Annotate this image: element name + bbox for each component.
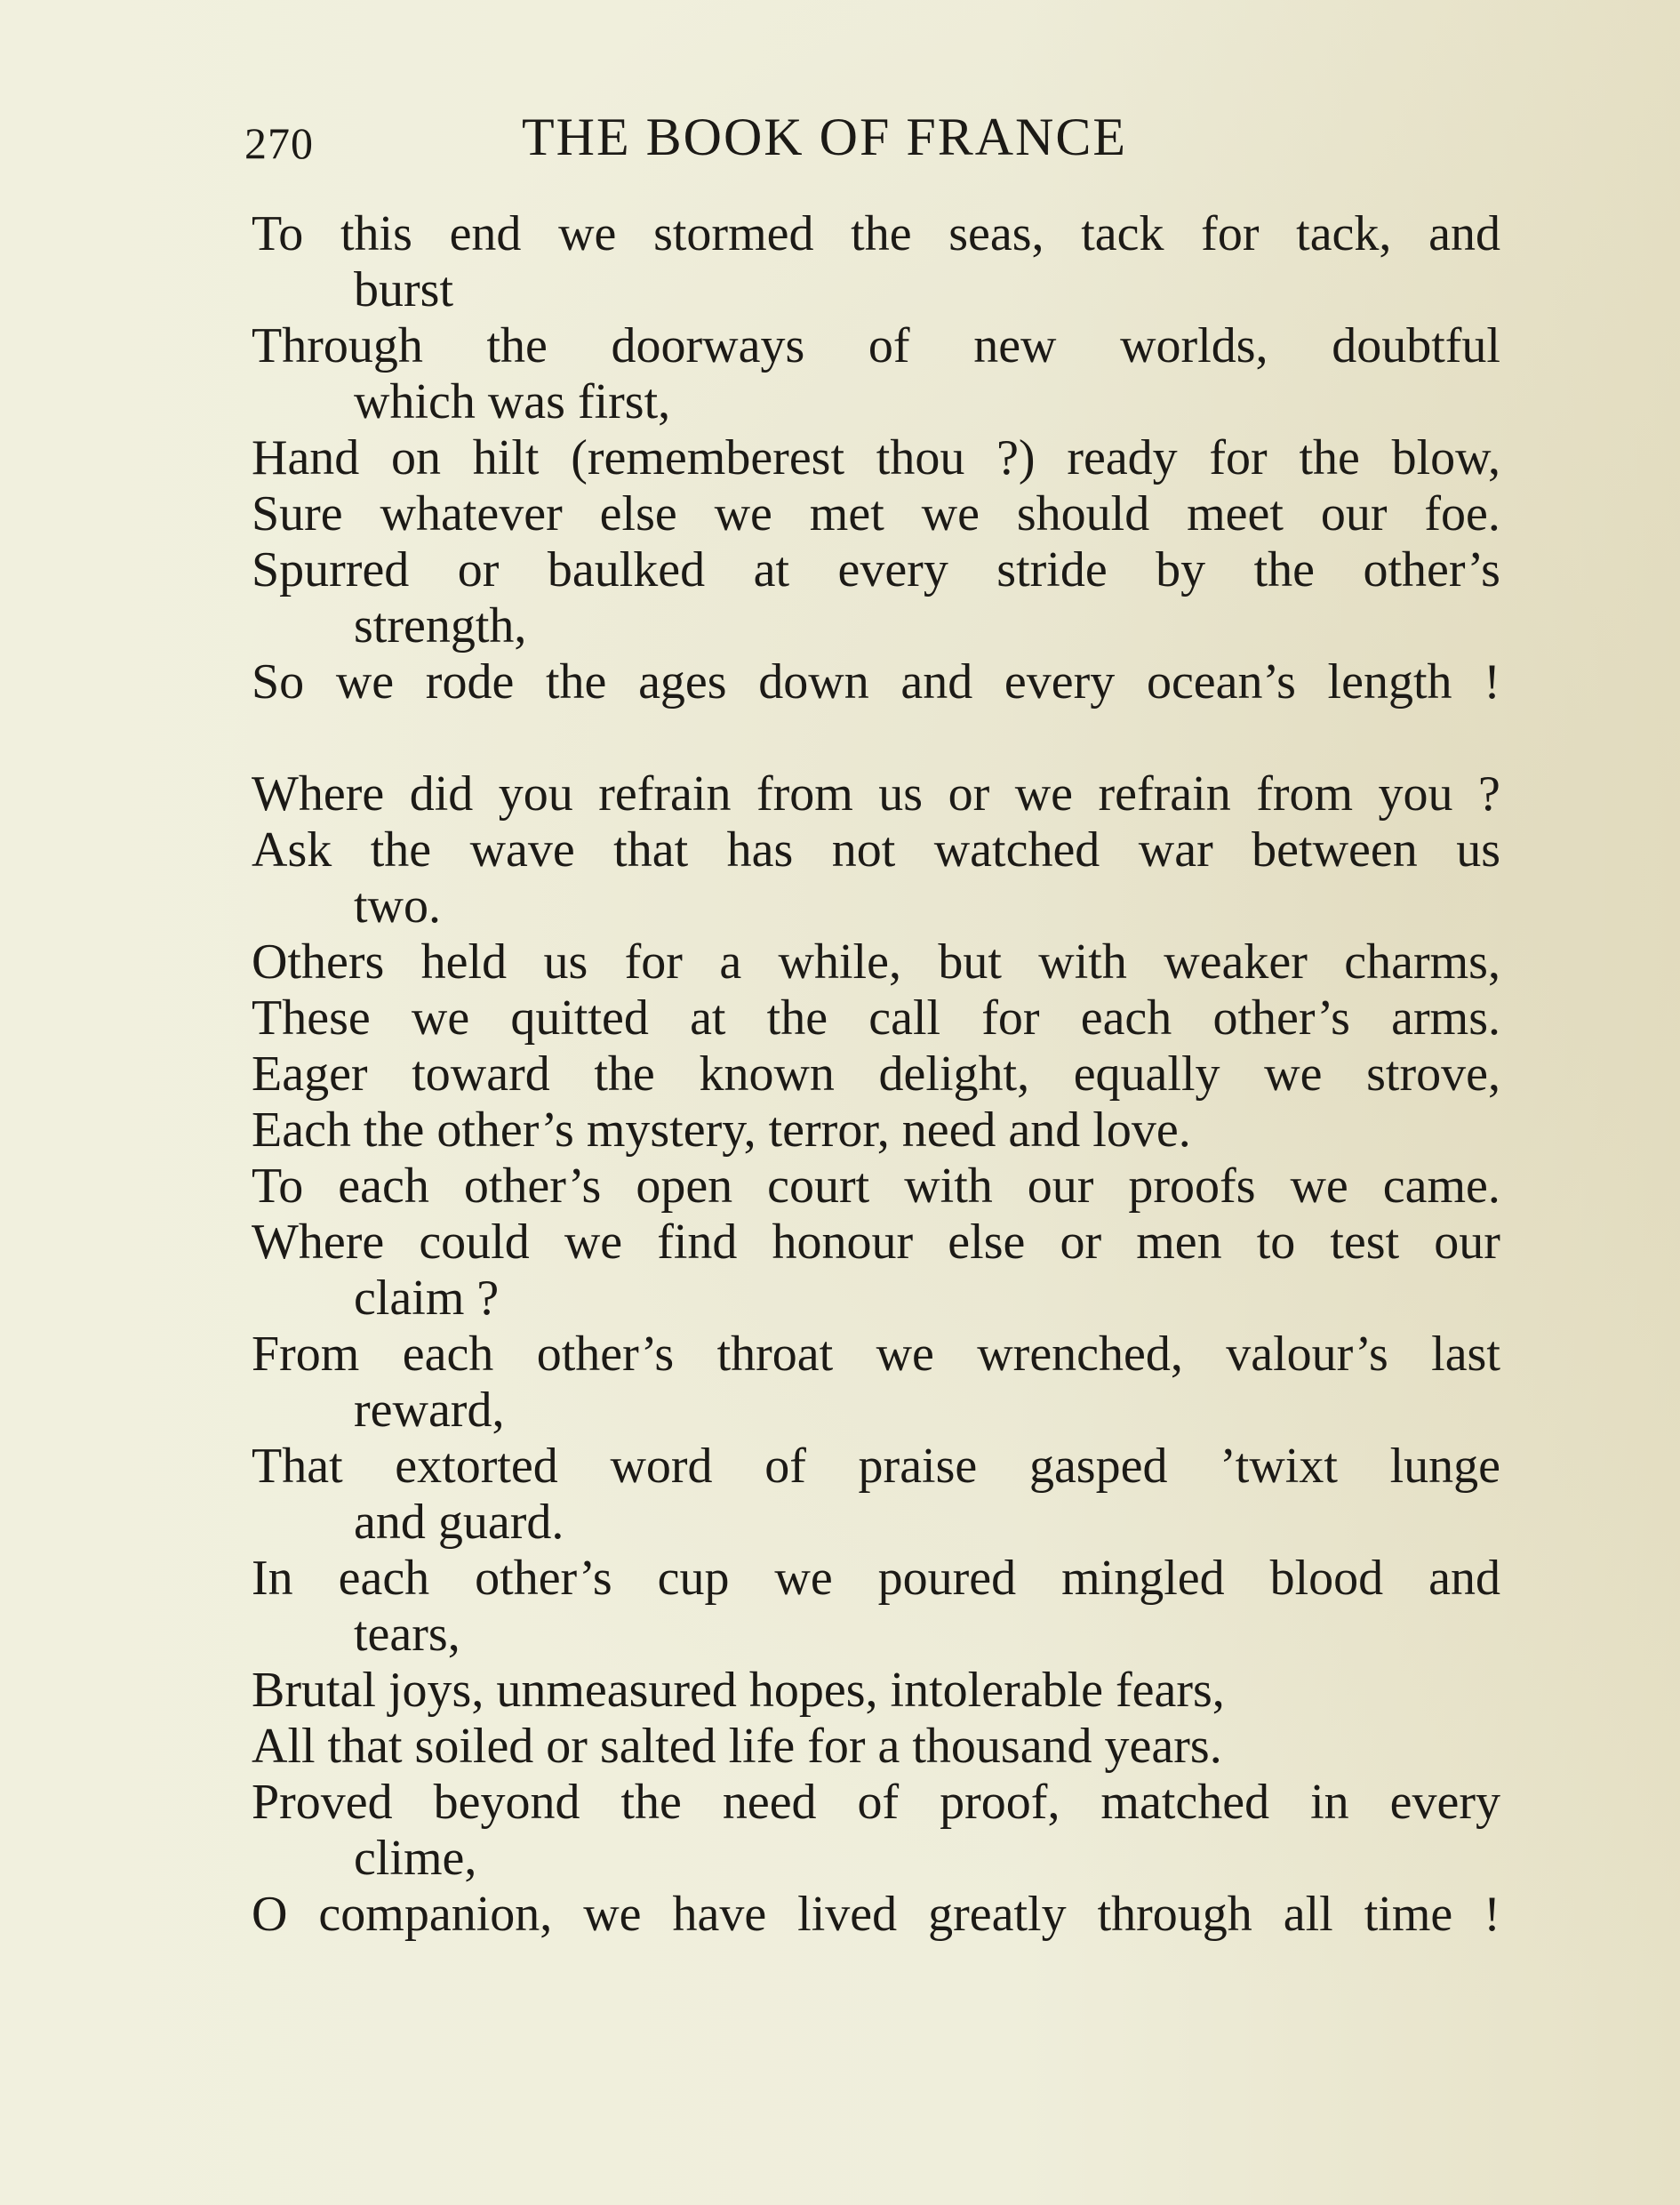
poem-line: To each other’s open court with our proofs we came. bbox=[252, 1159, 1500, 1214]
poem-line: Where did you refrain from us or we refrain from you ? bbox=[252, 766, 1500, 822]
stanza bbox=[252, 766, 1500, 1943]
running-head bbox=[244, 107, 1489, 178]
poem-line: O companion, we have lived greatly through all time ! bbox=[252, 1887, 1500, 1942]
poem-line: Sure whatever else we met we should meet our foe. bbox=[252, 486, 1500, 541]
poem-line-continuation: clime, bbox=[354, 1831, 477, 1886]
poem-line: To this end we stormed the seas, tack for tack, and bbox=[252, 206, 1500, 261]
poem-line-continuation: reward, bbox=[354, 1383, 505, 1438]
poem-line: Eager toward the known delight, equally we strove, bbox=[252, 1046, 1500, 1102]
poem-line: That extorted word of praise gasped ’twixt lunge bbox=[252, 1439, 1500, 1494]
poem-line: Through the doorways of new worlds, doubtful bbox=[252, 318, 1500, 373]
poem-line-continuation: strength, bbox=[354, 598, 527, 653]
poem-line: In each other’s cup we poured mingled blood and bbox=[252, 1551, 1500, 1606]
page-number: 270 bbox=[244, 118, 314, 168]
poem-line-continuation: claim ? bbox=[354, 1271, 500, 1326]
poem-line: All that soiled or salted life for a thousand years. bbox=[252, 1719, 1222, 1774]
poem-line: Where could we find honour else or men to test our bbox=[252, 1215, 1500, 1270]
poem-line: Proved beyond the need of proof, matched in every bbox=[252, 1775, 1500, 1830]
poem-line: From each other’s throat we wrenched, valour’s last bbox=[252, 1327, 1500, 1382]
poem-line: Each the other’s mystery, terror, need and love. bbox=[252, 1102, 1191, 1158]
poem-line-continuation: and guard. bbox=[354, 1495, 564, 1550]
poem-line: Ask the wave that has not watched war between us bbox=[252, 822, 1500, 878]
running-title: THE BOOK OF FRANCE bbox=[522, 108, 1128, 166]
poem-line-continuation: tears, bbox=[354, 1607, 460, 1662]
poem-line: Others held us for a while, but with weaker charms, bbox=[252, 934, 1500, 990]
poem-line: These we quitted at the call for each other’s arms. bbox=[252, 990, 1500, 1046]
stanza bbox=[252, 206, 1500, 710]
poem-line-continuation: burst bbox=[354, 262, 453, 317]
poem-line-continuation: two. bbox=[354, 878, 441, 934]
poem-text bbox=[252, 206, 1500, 1943]
poem-line-continuation: which was first, bbox=[354, 374, 671, 429]
poem-line: So we rode the ages down and every ocean’s length ! bbox=[252, 654, 1500, 710]
poem-line: Brutal joys, unmeasured hopes, intolerable fears, bbox=[252, 1663, 1225, 1718]
poem-line: Hand on hilt (rememberest thou ?) ready for the blow, bbox=[252, 430, 1500, 485]
poem-line: Spurred or baulked at every stride by the other’s bbox=[252, 542, 1500, 597]
